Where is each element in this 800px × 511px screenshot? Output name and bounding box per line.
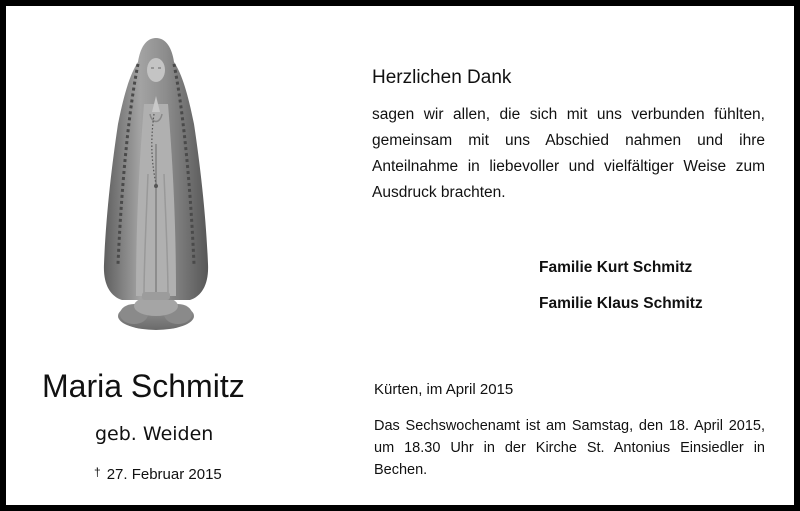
family-signature-1: Familie Kurt Schmitz (539, 259, 693, 276)
death-date: 27. Februar 2015 (106, 466, 222, 483)
cross-icon: † (94, 465, 101, 479)
death-line (94, 464, 222, 486)
thanks-heading: Herzlichen Dank (372, 67, 512, 88)
thanks-text: sagen wir allen, die sich mit uns verbunden fühlten, gemeinsam mit uns Abschied nahmen und ihre Anteilnahme in liebevoller und vielfältiger Weise zum Ausdruck brachten. (372, 106, 765, 201)
place-date: Kürten, im April 2015 (374, 381, 514, 398)
memorial-notice: Das Sechswochenamt ist am Samstag, den 18. April 2015, um 18.30 Uhr in der Kirche St. Antonius Einsiedler in Bechen. (374, 418, 765, 478)
deceased-name: Maria Schmitz (42, 368, 245, 404)
family-signature-2: Familie Klaus Schmitz (539, 295, 703, 312)
madonna-statue-icon (94, 34, 218, 334)
maiden-name: geb. Weiden (95, 423, 214, 445)
